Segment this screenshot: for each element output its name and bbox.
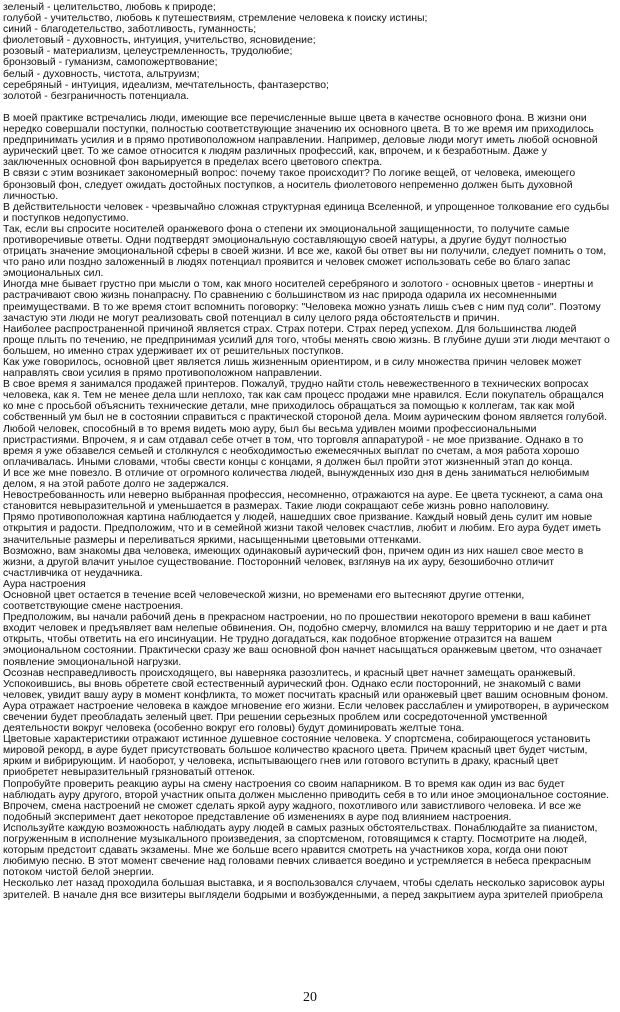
text-line: предпринимать усилия и в прямо противоположном направлении. Например, деловые люди могут иметь любой основной [3, 135, 598, 147]
color-meanings-list [3, 2, 615, 102]
text-line: становится невыразительной и уменьшается в размерах. Такие люди сокращают себе жизнь ровно наполовину. [3, 501, 550, 513]
text-line: человек, увидит вашу ауру в момент конфликта, то может посчитать красный или оранжевый цвет вашим основным фоном. [3, 689, 609, 701]
text-line: Так, если вы спросите носителей оранжевого фона о степени их эмоциональной защищенности, то получите самые [3, 223, 570, 235]
text-line: нередко совершали поступки, полностью соответствующие значению их основного цвета. В то же время им приходилось [3, 124, 594, 136]
text-line: и поступков недопустимо. [3, 212, 129, 224]
text-line: Основной цвет остается в течение всей человеческой жизни, но временами его вытесняют другие оттенки, [3, 589, 525, 601]
text-line: мировой рекорд, в ауре будет присутствовать большое количество красного цвета. Причем красный цвет будет чистым, [3, 745, 588, 757]
text-line: И все же мне повезло. В отличие от огромного количества людей, вынужденных изо дня в день заниматься нелюбимым [3, 467, 590, 479]
text-line: Цветовые характеристики отражают истинное душевное состояние человека. У спортсмена, собирающегося установить [3, 734, 591, 746]
text-line: деятельности вокруг человека (особенно вокруг его головы) будут доминировать желтые тона. [3, 723, 465, 735]
text-line: Иногда мне бывает грустно при мысли о том, как много носителей серебряного и золотого - основных цветов - инертны и [3, 279, 594, 291]
text-line: Впрочем, смена настроений не сможет сделать яркой ауру жадного, похотливого или завистливого человека. И все же [3, 800, 582, 812]
text-line: Попробуйте проверить реакцию ауры на смену настроения со своим напарником. В то время как один из вас будет [3, 778, 565, 790]
color-list-item: серебряный - интуиция, идеализм, мечтательность, фантазерство; [3, 79, 329, 91]
text-line: человека, как я. Тем не менее дела шли неплохо, так как сам процесс продажи мне нравился. Если покупатель обращался [3, 390, 604, 402]
body-text [3, 113, 615, 901]
paragraph-gap [3, 102, 615, 113]
text-line: В действительности человек - чрезвычайно сложная структурная единица Вселенной, и упрощенное толкование его судьбы [3, 201, 610, 213]
text-line: Аура настроения [3, 578, 86, 590]
text-line: проще плыть по течению, не предпринимая усилий для того, чтобы менять свою жизнь. В глубине души эти люди мечтают о [3, 334, 610, 346]
text-line: зачастую эти люди не могут реализовать свой потенциал в силу целого ряда обстоятельств и причин. [3, 312, 500, 324]
text-line: жизни, а другой влачит унылое существование. Посторонний человек, взглянув на их ауру, безошибочно отличит [3, 556, 554, 568]
color-list-item: зеленый - целительство, любовь к природе; [3, 2, 216, 13]
text-line: оплачивалась. Иными словами, чтобы свести концы с концами, я должен был пройти этот жизненный этап до конца. [3, 456, 573, 468]
text-line: подобный эксперимент дает некоторое представление об изменениях в ауре под влиянием настроения. [3, 811, 512, 823]
color-list-item: розовый - материализм, целеустремленность, трудолюбие; [3, 46, 293, 58]
text-line: преимуществами. В то же время стоит вспомнить поговорку: "Человека можно узнать лишь съев с ним пуд соли". Поэтому [3, 301, 601, 313]
text-line: растрачивают свою жизнь понапрасну. По сравнению с большинством из нас природа одарила их несомненными [3, 290, 557, 302]
color-list-item: золотой - безграничность потенциала. [3, 90, 190, 102]
text-line: заключенных основной фон варьируется в пределах всего цветового спектра. [3, 157, 383, 169]
text-line: Осознав несправедливость происходящего, вы наверняка разозлитесь, и красный цвет начнет замещать оранжевый. [3, 667, 576, 679]
text-line: собственный ум был не в состоянии справиться с практической стороной дела. Моим аурическим фоном является голубой. [3, 412, 607, 424]
text-line: наблюдать ауру другого, второй участник опыта должен мысленно приводить себя в то или иное эмоциональное состояние. [3, 789, 610, 801]
text-line: погруженным в исполнение музыкального произведения, за спортсменом, готовящимся к старту. Посмотрите на людей, [3, 834, 588, 846]
text-line: противоречивые ответы. Одни подтвердят эмоциональную составляющую своей натуры, а другие будут полностью [3, 234, 567, 246]
text-line: соответствующие смене настроения. [3, 601, 184, 613]
text-line: личностью. [3, 190, 59, 202]
text-line: значительные размеры и переливаться яркими, насыщенными цветовыми оттенками. [3, 534, 422, 546]
text-line: счастливчика от неудачника. [3, 567, 143, 579]
text-line: эмоциональном состоянии. Практически сразу же ваш основной фон начнет насыщаться оранжевым цветом, что означает [3, 645, 603, 657]
text-line: аурический цвет. То же самое относится к людям различных профессий, как, впрочем, и к безработным. Даже у [3, 146, 547, 158]
text-line: зрителей. В начале дня все визитеры выглядели бодрыми и возбужденными, а перед закрытием аура зрителей приобрела [3, 889, 603, 901]
text-line: появление эмоциональной нагрузки. [3, 656, 182, 668]
text-line: свечении будет преобладать зеленый цвет. При решении серьезных проблем или сосредоточенной умственной [3, 712, 548, 723]
text-line: Наиболее распространенной причиной является страх. Страх потери. Страх перед успехом. Для большинства людей [3, 323, 577, 335]
page-number: 20 [303, 990, 317, 1005]
color-list-item: белый - духовность, чистота, альтруизм; [3, 68, 200, 80]
text-line: потоком чистой белой энергии. [3, 867, 155, 879]
text-line: В свое время я занимался продажей принтеров. Пожалуй, трудно найти столь невежественного в технических вопросах [3, 379, 589, 391]
text-line: Невостребованность или неверно выбранная профессия, несомненно, отражаются на ауре. Ее цвета тускнеют, а сама она [3, 490, 603, 502]
text-line: входит человек и предъявляет вам нелепые обвинения. Он, подобно смерчу, вломился на вашу территорию и не дает и рта [3, 623, 608, 635]
text-line: которым предстоит сдавать экзамены. Мне же больше всего нравится смотреть на участников хора, когда они поют [3, 845, 568, 857]
text-line: Несколько лет назад проходила большая выставка, и я воспользовался случаем, чтобы сделать несколько зарисовок ауры [3, 878, 605, 890]
page-text [3, 2, 615, 901]
text-line: Прямо противоположная картина наблюдается у людей, нашедших свое призвание. Каждый новый день сулит им новые [3, 512, 593, 524]
text-line: пристрастиями. Впрочем, я и сам отдавал себе отчет в том, что торговля аппаратурой - не мое призвание. Однако в то [3, 434, 584, 446]
text-line: Любой человек, способный в то время видеть мою ауру, был бы весьма удивлен моими профессиональными [3, 423, 537, 435]
text-line: ярким и вибрирующим. И наоборот, у человека, испытывающего гнев или готового вступить в драку, красный цвет [3, 756, 559, 768]
text-line: Используйте каждую возможность наблюдать ауру людей в самых разных обстоятельствах. Понаблюдайте за пианистом, [3, 822, 598, 834]
text-line: что рано или поздно заложенный в людях потенциал проявится и человек сможет использовать себе во благо запас [3, 257, 571, 269]
text-line: Аура отражает настроение человека в каждое мгновение его жизни. Если человек расслаблен и умиротворен, в аурическом [3, 700, 609, 712]
text-line: Предположим, вы начали рабочий день в прекрасном настроении, но по прошествии некоторого времени в ваш кабинет [3, 612, 591, 624]
text-line: открыть, чтобы ответить на его инсинуации. Не трудно догадаться, как подобное вторжение отразится на вашем [3, 634, 552, 646]
text-line: приобретет невыразительный грязноватый оттенок. [3, 767, 255, 779]
text-line: Возможно, вам знакомы два человека, имеющих одинаковый аурический фон, причем один из них нашел свое место в [3, 545, 584, 557]
text-line: Как уже говорилось, основной цвет является лишь жизненным ориентиром, и в силу множества причин человек может [3, 357, 582, 368]
text-line: Успокоившись, вы вновь обретете свой естественный аурический фон. Однако если посторонний, не знакомый с вами [3, 678, 581, 690]
text-line: В связи с этим возникает закономерный вопрос: почему такое происходит? По логике вещей, от человека, имеющего [3, 168, 576, 180]
color-list-item: синий - благодетельство, заботливость, гуманность; [3, 24, 257, 36]
text-line: время я уже обзавелся семьей и столкнулся с необходимостью ежемесячных выплат по счетам, а моя работа хорошо [3, 445, 580, 457]
text-line: ко мне с просьбой объяснить технические детали, мне приходилось обращаться за помощью к коллегам, так как мой [3, 401, 575, 413]
text-line: отрицать значение эмоциональной сферы в своей жизни. И все же, какой бы ответ вы ни получили, следует помнить о том, [3, 246, 607, 258]
text-line: открытия и радости. Предположим, что и в семейной жизни такой человек счастлив, любит и любим. Его аура будет иметь [3, 523, 601, 535]
text-line: большем, но именно страх удерживает их от решительных поступков. [3, 345, 344, 357]
text-line: бронзовый фон, следует ожидать достойных поступков, а носитель фиолетового непременно должен быть духовной [3, 179, 573, 191]
text-line: любимую песню. В этот момент свечение над головами певчих сливается воедино и устремляется в небеса прекрасным [3, 856, 592, 868]
color-list-item: бронзовый - гуманизм, самопожертвование; [3, 57, 218, 69]
color-list-item: фиолетовый - духовность, интуиция, учительство, ясновидение; [3, 35, 316, 47]
text-line: эмоциональных сил. [3, 268, 104, 280]
text-line: направлять свои усилия в прямо противоположном направлении. [3, 368, 323, 380]
text-line: делом, я на этой работе долго не задержался. [3, 479, 229, 491]
text-line: В моей практике встречались люди, имеющие все перечисленные выше цвета в качестве основного фона. В жизни они [3, 112, 587, 124]
color-list-item: голубой - учительство, любовь к путешествиям, стремление человека к поиску истины; [3, 13, 428, 25]
